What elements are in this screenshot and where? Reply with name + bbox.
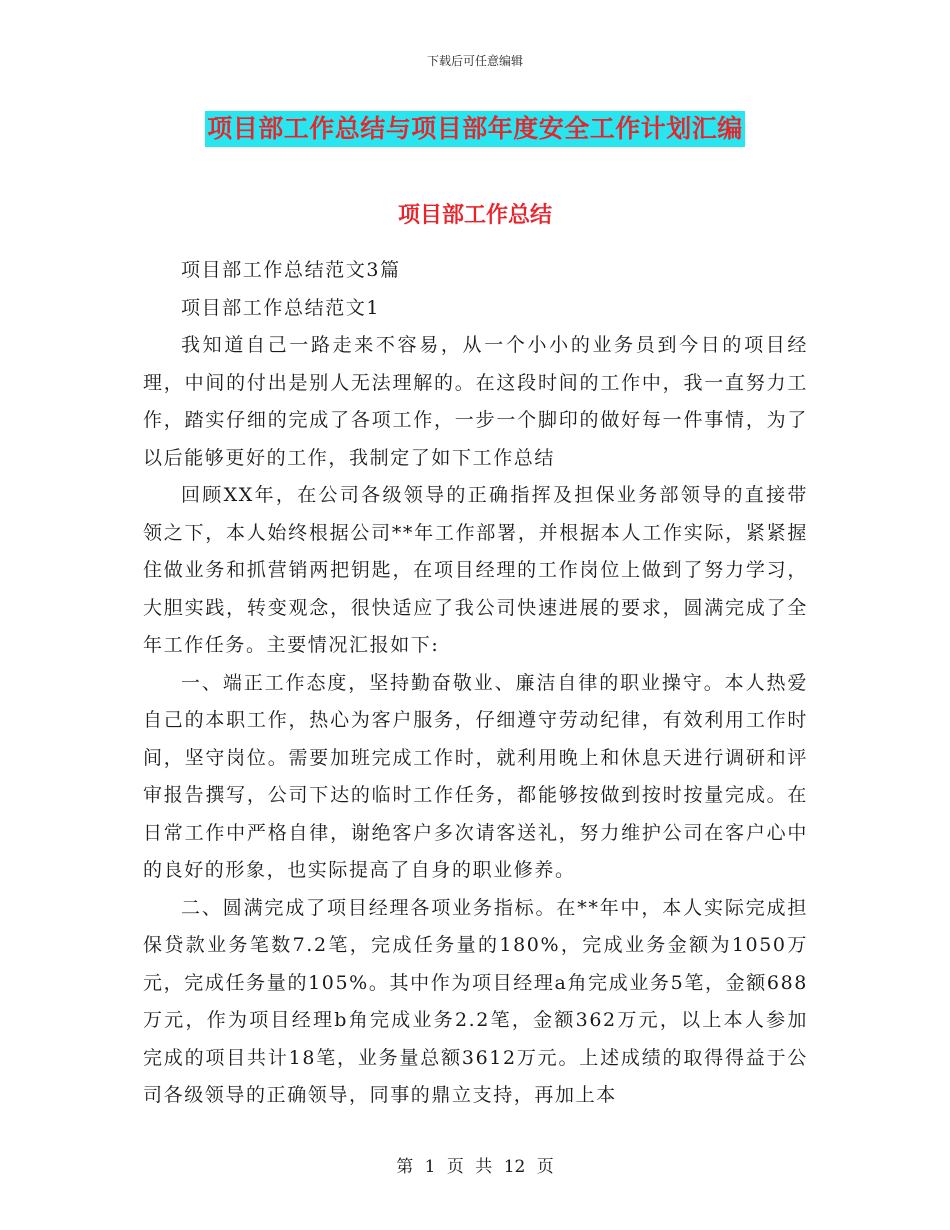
- paragraph-sample-heading: 项目部工作总结范文1: [181, 296, 381, 319]
- paragraph: 一、端正工作态度，坚持勤奋敬业、廉洁自律的职业操守。本人热爱自己的本职工作，热心为客户服务，仔细遵守劳动纪律，有效利用工作时间，坚守岗位。需要加班完成工作时，就利用晚上和休息天进行调研和评审报告撰写，公司下达的临时工作任务，都能够按做到按时按量完成。在日常工作中严格自律，谢绝客户多次请客送礼，努力维护公司在客户心中的良好的形象，也实际提高了自身的职业修养。: [143, 671, 808, 881]
- paragraph: 我知道自己一路走来不容易，从一个小小的业务员到今日的项目经理，中间的付出是别人无法理解的。在这段时间的工作中，我一直努力工作，踏实仔细的完成了各项工作，一步一个脚印的做好每一件事情，为了以后能够更好的工作，我制定了如下工作总结: [143, 334, 808, 469]
- header-note: 下载后可任意编辑: [426, 54, 523, 68]
- paragraph: 回顾XX年，在公司各级领导的正确指挥及担保业务部领导的直接带领之下，本人始终根据公司**年工作部署，并根据本人工作实际，紧紧握住做业务和抓营销两把钥匙，在项目经理的工作岗位上做到了努力学习，大胆实践，转变观念，很快适应了我公司快速进展的要求，圆满完成了全年工作任务。主要情况汇报如下:: [143, 484, 808, 656]
- document-title: 项目部工作总结与项目部年度安全工作计划汇编: [205, 111, 745, 147]
- page-footer: 第 1 页 共 12 页: [396, 1157, 554, 1177]
- paragraph-toc-heading: 项目部工作总结范文3篇: [181, 259, 401, 281]
- doc-title-wrap: [0, 111, 950, 147]
- body-text: [143, 220, 808, 1115]
- section-title: 项目部工作总结: [397, 203, 552, 228]
- paragraph: 二、圆满完成了项目经理各项业务指标。在**年中，本人实际完成担保贷款业务笔数7.2笔，完成任务量的180%，完成业务金额为1050万元，完成任务量的105%。其中作为项目经理a角完成业务5笔，金额688 万元，作为项目经理b角完成业务2.2笔，金额362万元，以上本人参加完成的项目共计18笔，业务量总额3612万元。上述成绩的取得得益于公司各级领导的正确领导，同事的鼎立支持，再加上本: [143, 896, 808, 1106]
